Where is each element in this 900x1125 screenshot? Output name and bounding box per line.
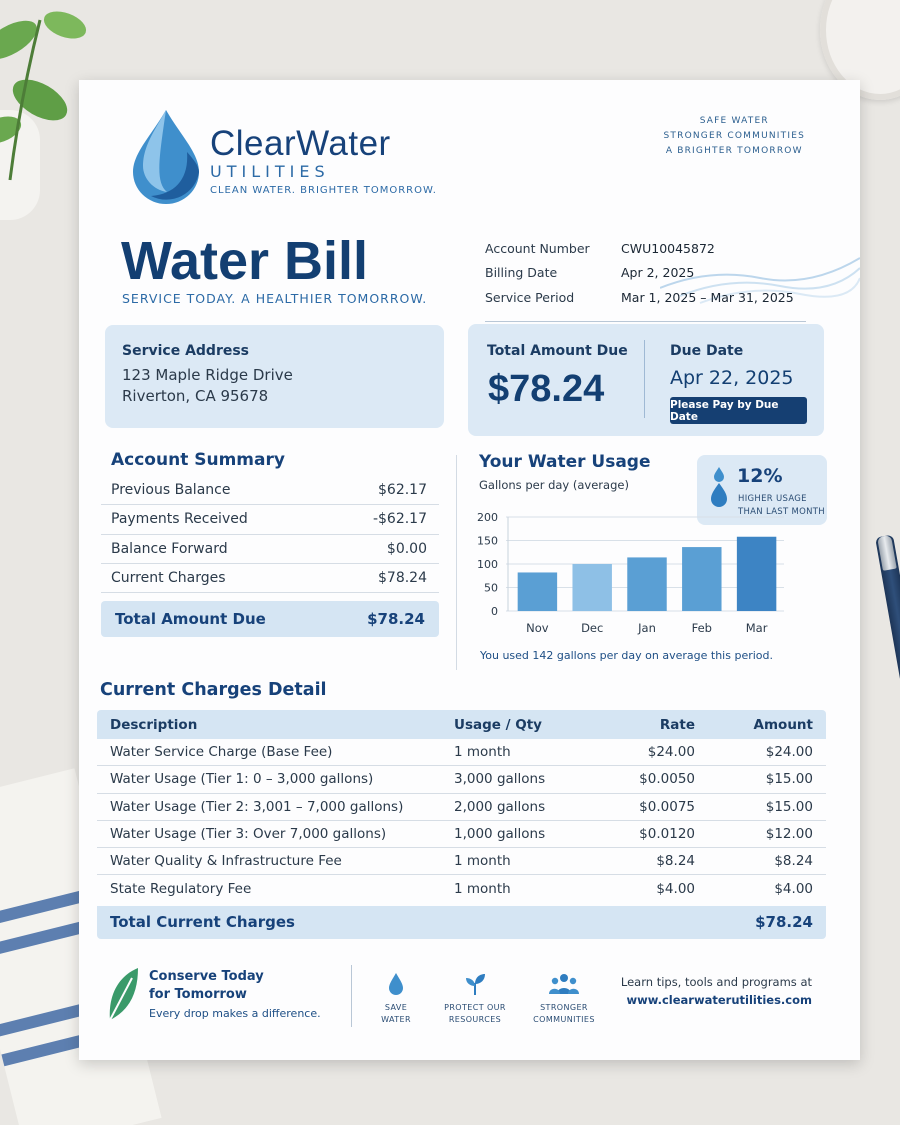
usage-change-line: THAN LAST MONTH xyxy=(738,507,825,517)
protect-resources-item xyxy=(441,972,509,1026)
leaf-icon xyxy=(104,966,140,1022)
table-cell: Water Usage (Tier 1: 0 – 3,000 gallons) xyxy=(110,771,374,788)
save-water-item xyxy=(375,972,417,1026)
summary-row xyxy=(101,564,439,593)
meta-value: Mar 1, 2025 – Mar 31, 2025 xyxy=(621,289,794,305)
summary-row xyxy=(101,476,439,505)
table-cell: $15.00 xyxy=(765,771,813,788)
water-drops-icon xyxy=(709,465,729,509)
conserve-subtext: Every drop makes a difference. xyxy=(149,1007,321,1020)
learn-more xyxy=(621,973,812,1009)
meta-row xyxy=(485,285,815,310)
table-cell: Water Quality & Infrastructure Fee xyxy=(110,853,342,870)
summary-row xyxy=(101,535,439,564)
meta-row xyxy=(485,236,815,261)
table-cell: 1 month xyxy=(454,744,511,761)
y-tick-label: 0 xyxy=(491,605,498,618)
usage-change-percent: 12% xyxy=(737,465,783,487)
table-cell: $8.24 xyxy=(774,853,813,870)
service-address-panel xyxy=(105,325,444,428)
conserve-line: Conserve Today xyxy=(149,969,264,984)
footer-icon-label: COMMUNITIES xyxy=(533,1015,595,1024)
summary-total-value: $78.24 xyxy=(367,610,425,629)
pay-by-due-date-button[interactable]: Please Pay by Due Date xyxy=(670,397,807,424)
summary-total-label: Total Amount Due xyxy=(115,610,266,629)
amount-due-panel xyxy=(468,324,824,436)
table-cell: $4.00 xyxy=(774,881,813,898)
column-header: Amount xyxy=(753,716,813,733)
summary-row xyxy=(101,505,439,534)
table-cell: Water Service Charge (Base Fee) xyxy=(110,744,333,761)
summary-value: $78.24 xyxy=(378,570,427,587)
motto-line: SAFE WATER xyxy=(699,116,769,126)
meta-label: Service Period xyxy=(485,289,575,305)
meta-value: Apr 2, 2025 xyxy=(621,265,695,281)
footer-icon-label: PROTECT OUR xyxy=(444,1003,506,1012)
charges-detail-table xyxy=(97,710,826,939)
motto-line: A BRIGHTER TOMORROW xyxy=(665,146,803,156)
table-cell: 1,000 gallons xyxy=(454,826,546,843)
community-icon xyxy=(549,972,579,996)
table-cell: $0.0120 xyxy=(639,826,695,843)
account-summary xyxy=(101,450,439,637)
brand-sub: UTILITIES xyxy=(210,162,330,181)
learn-text: Learn tips, tools and programs at xyxy=(620,975,812,989)
footer-icon-label: SAVE xyxy=(384,1003,408,1012)
usage-heading: Your Water Usage xyxy=(479,452,651,472)
address-line: Riverton, CA 95678 xyxy=(122,387,269,405)
table-cell: $24.00 xyxy=(765,744,813,761)
x-tick-label: Nov xyxy=(526,621,549,635)
y-tick-label: 100 xyxy=(477,558,498,571)
address-line: 123 Maple Ridge Drive xyxy=(122,366,293,384)
x-tick-label: Feb xyxy=(691,621,712,635)
x-tick-label: Dec xyxy=(581,621,604,635)
due-date-label: Due Date xyxy=(670,343,744,359)
table-cell: 2,000 gallons xyxy=(454,798,546,815)
brand-name: ClearWater xyxy=(210,124,391,163)
summary-value: $0.00 xyxy=(386,540,427,557)
footer-icon-label: STRONGER xyxy=(540,1003,588,1012)
y-tick-label: 150 xyxy=(477,534,498,548)
stronger-communities-item xyxy=(529,972,599,1026)
x-tick-label: Jan xyxy=(638,621,656,635)
usage-note: You used 142 gallons per day on average this period. xyxy=(480,649,773,662)
page-subtitle: SERVICE TODAY. A HEALTHIER TOMORROW. xyxy=(122,291,428,306)
table-total-row xyxy=(97,906,826,939)
summary-label: Current Charges xyxy=(111,570,226,587)
total-due-amount: $78.24 xyxy=(488,368,605,410)
water-usage-chart xyxy=(464,505,794,645)
usage-change-line: HIGHER USAGE xyxy=(738,494,807,504)
water-usage-section xyxy=(479,452,651,492)
table-cell: 3,000 gallons xyxy=(454,771,546,788)
table-row xyxy=(97,848,826,875)
motto xyxy=(664,114,805,159)
column-header: Usage / Qty xyxy=(454,716,542,733)
footer-icon-label: WATER xyxy=(381,1015,411,1024)
summary-label: Payments Received xyxy=(111,511,248,528)
table-row xyxy=(97,794,826,821)
water-drop-logo-icon xyxy=(131,108,201,204)
summary-value: -$62.17 xyxy=(372,511,427,528)
divider xyxy=(456,455,457,670)
table-cell: State Regulatory Fee xyxy=(110,881,252,898)
table-cell: $0.0075 xyxy=(639,798,695,815)
conserve-line: for Tomorrow xyxy=(149,987,247,1002)
account-meta xyxy=(485,236,815,310)
y-tick-label: 50 xyxy=(484,581,498,595)
service-address-heading: Service Address xyxy=(122,343,250,359)
bar-feb xyxy=(682,547,721,611)
bill-document xyxy=(79,80,860,1060)
total-label: Total Current Charges xyxy=(110,913,295,932)
column-header: Rate xyxy=(659,716,695,733)
bar-dec xyxy=(572,564,611,611)
service-address-lines xyxy=(122,365,427,407)
table-cell: $4.00 xyxy=(656,881,695,898)
due-date-value: Apr 22, 2025 xyxy=(670,367,794,389)
website-link[interactable]: www.clearwaterutilities.com xyxy=(626,993,812,1007)
sprout-icon xyxy=(463,972,487,996)
footer xyxy=(79,960,860,1040)
page-title: Water Bill xyxy=(121,231,369,291)
motto-line: STRONGER COMMUNITIES xyxy=(663,131,805,141)
table-cell: $24.00 xyxy=(647,744,695,761)
column-header: Description xyxy=(110,716,198,733)
bar-jan xyxy=(627,557,666,611)
bar-nov xyxy=(518,572,557,611)
table-cell: 1 month xyxy=(454,853,511,870)
charges-detail-heading: Current Charges Detail xyxy=(100,680,327,700)
brand xyxy=(210,124,437,196)
account-summary-heading: Account Summary xyxy=(111,450,285,470)
total-due-label: Total Amount Due xyxy=(487,343,628,359)
summary-value: $62.17 xyxy=(378,482,427,499)
bar-mar xyxy=(737,537,776,611)
total-value: $78.24 xyxy=(755,913,813,932)
table-row xyxy=(97,821,826,848)
table-cell: $0.0050 xyxy=(639,771,695,788)
brand-tagline: CLEAN WATER. BRIGHTER TOMORROW. xyxy=(210,185,437,196)
meta-label: Billing Date xyxy=(485,265,558,281)
meta-label: Account Number xyxy=(485,240,590,256)
x-tick-label: Mar xyxy=(745,621,768,635)
table-row xyxy=(97,875,826,902)
table-header xyxy=(97,710,826,739)
table-cell: $12.00 xyxy=(765,826,813,843)
footer-icon-label: RESOURCES xyxy=(448,1015,502,1024)
table-cell: $15.00 xyxy=(765,798,813,815)
summary-total-row xyxy=(101,601,439,637)
table-cell: Water Usage (Tier 2: 3,001 – 7,000 gallons) xyxy=(110,798,404,815)
usage-subheading: Gallons per day (average) xyxy=(479,478,629,492)
divider xyxy=(644,340,645,418)
table-cell: $8.24 xyxy=(656,853,695,870)
summary-label: Balance Forward xyxy=(111,540,228,557)
table-row xyxy=(97,766,826,793)
table-row xyxy=(97,739,826,766)
water-drop-icon xyxy=(387,972,405,996)
conserve-heading xyxy=(149,968,264,1004)
table-cell: 1 month xyxy=(454,881,511,898)
table-cell: Water Usage (Tier 3: Over 7,000 gallons) xyxy=(110,826,387,843)
pen xyxy=(875,535,900,686)
meta-row xyxy=(485,261,815,286)
summary-label: Previous Balance xyxy=(111,482,231,499)
divider xyxy=(351,965,352,1027)
divider xyxy=(485,321,806,322)
y-tick-label: 200 xyxy=(477,511,498,524)
meta-value: CWU10045872 xyxy=(621,240,715,256)
